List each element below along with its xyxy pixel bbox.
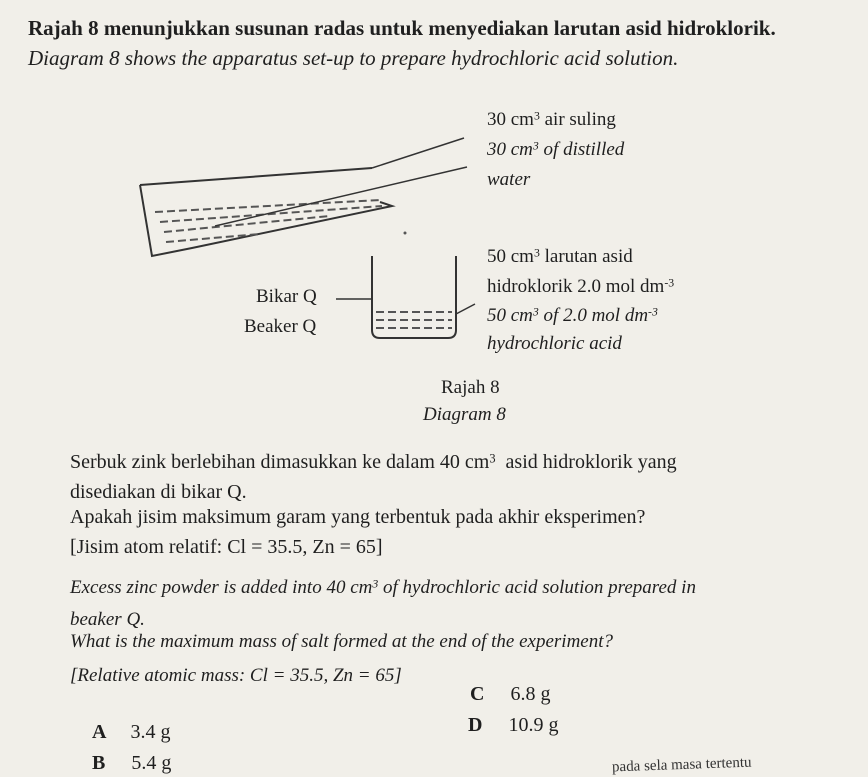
option-c[interactable]: C 6.8 g	[470, 683, 551, 705]
question-en-line3: What is the maximum mass of salt formed at the end of the experiment?	[70, 631, 614, 652]
water-label-en: 30 $cm^3$ of distilled	[487, 139, 625, 160]
beaker-label-ms: Bikar Q	[256, 286, 317, 307]
question-ms-line3: Apakah jisim maksimum garam yang terbentuk pada akhir eksperimen?	[70, 506, 646, 528]
footer-cut-text: pada sela masa tertentu	[611, 754, 752, 776]
question-en-line4: [Relative atomic mass: Cl = 35.5, Zn = 65]	[70, 665, 402, 686]
question-en-line1: Excess zinc powder is added into 40 $cm^3$ of hydrochloric acid solution prepared in	[70, 577, 696, 598]
header-english: Diagram 8 shows the apparatus set-up to prepare hydrochloric acid solution.	[28, 46, 679, 70]
acid-surface	[376, 312, 452, 328]
water-label-ms: 30 $cm^3$ air suling	[487, 109, 616, 130]
acid-label-ms-2: hidroklorik 2.0 mol $dm^{-3}$	[487, 276, 675, 297]
acid-label-en: 50 $cm^3$ of 2.0 mol $dm^{-3}$	[487, 305, 658, 326]
caption-english: Diagram 8	[423, 404, 506, 425]
beaker-label-en: Beaker Q	[244, 316, 317, 337]
caption-malay: Rajah 8	[441, 377, 500, 398]
acid-label-pointer	[456, 304, 475, 314]
header-malay: Rajah 8 menunjukkan susunan radas untuk menyediakan larutan asid hidroklorik.	[28, 16, 776, 40]
water-drop	[404, 232, 407, 235]
question-en-line2: beaker Q.	[70, 609, 145, 630]
distilled-water-container	[140, 138, 464, 256]
acid-label-en-2: hydrochloric acid	[487, 333, 622, 354]
question-ms-line2: disediakan di bikar Q.	[70, 481, 247, 503]
acid-label-ms: 50 $cm^3$ larutan asid	[487, 246, 633, 267]
option-a[interactable]: A 3.4 g	[92, 721, 171, 743]
question-ms-line4: [Jisim atom relatif: Cl = 35.5, Zn = 65]	[70, 536, 383, 558]
question-ms-line1: Serbuk zink berlebihan dimasukkan ke dalam 40 $cm^3$ asid hidroklorik yang	[70, 451, 677, 473]
option-d[interactable]: D 10.9 g	[468, 714, 559, 736]
beaker-q	[372, 256, 456, 338]
option-b[interactable]: B 5.4 g	[92, 752, 172, 774]
water-surface	[155, 200, 382, 242]
water-label-en-2: water	[487, 169, 531, 190]
